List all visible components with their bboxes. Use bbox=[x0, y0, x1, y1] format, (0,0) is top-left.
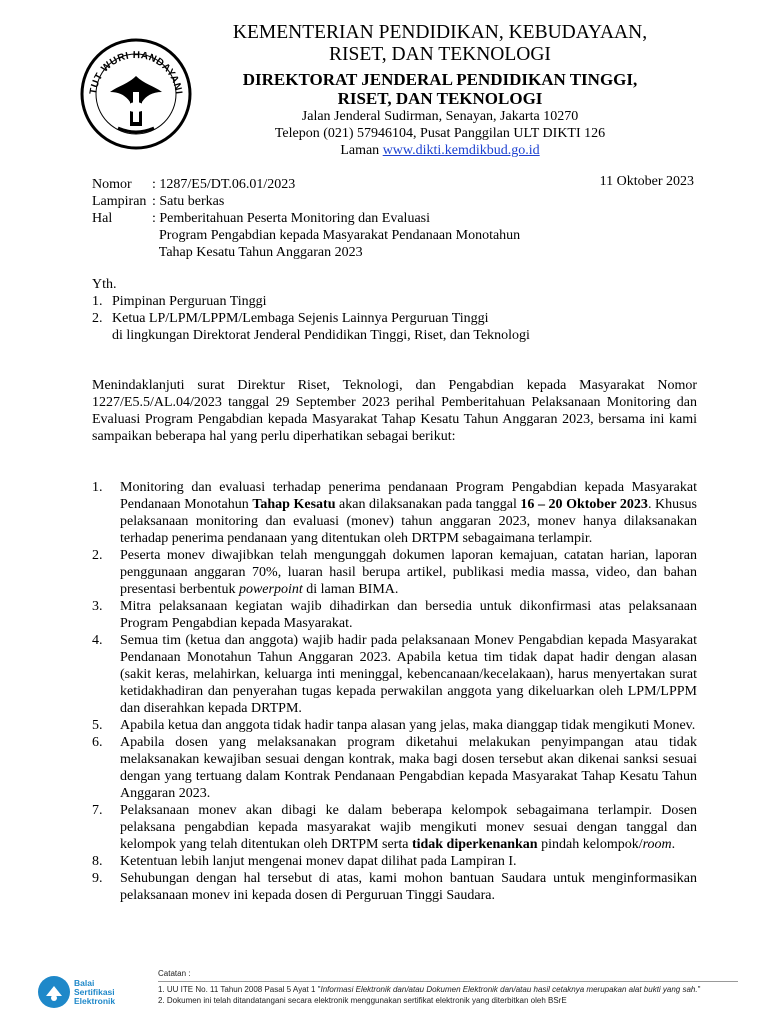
recipient-number: 1. bbox=[92, 294, 103, 309]
yth-label: Yth. bbox=[92, 277, 117, 292]
bsre-icon bbox=[38, 976, 70, 1008]
ministry-line-2: RISET, DAN TEKNOLOGI bbox=[329, 44, 551, 65]
bsre-line-1: Balai bbox=[74, 977, 95, 988]
item-text: Mitra pelaksanaan kegiatan wajib dihadirkan dan bersedia untuk dikonfirmasi atas pelaksanaan Program Pengabdian kepada Masyarakat. bbox=[120, 599, 697, 631]
directorate-name bbox=[190, 70, 690, 108]
catatan-label: Catatan : bbox=[158, 969, 191, 978]
directorate-line-2: RISET, DAN TEKNOLOGI bbox=[337, 89, 543, 108]
contact-info bbox=[190, 108, 690, 159]
bsre-line-3: Elektronik bbox=[74, 995, 116, 1006]
list-item bbox=[92, 479, 697, 547]
list-item bbox=[92, 547, 697, 598]
list-item bbox=[92, 734, 697, 802]
letter-date: 11 Oktober 2023 bbox=[599, 174, 694, 189]
hal-line-1: : Pemberitahuan Peserta Monitoring dan Evaluasi bbox=[152, 211, 430, 226]
recipient-1: Pimpinan Perguruan Tinggi bbox=[112, 294, 267, 309]
item-number: 6. bbox=[92, 735, 103, 750]
item-text: Ketentuan lebih lanjut mengenai monev dapat dilihat pada Lampiran I. bbox=[120, 854, 517, 869]
footer bbox=[38, 968, 738, 1018]
list-item bbox=[92, 717, 697, 734]
footer-notes bbox=[158, 968, 738, 1006]
lampiran-label: Lampiran bbox=[92, 194, 147, 209]
directorate-line-1: DIREKTORAT JENDERAL PENDIDIKAN TINGGI, bbox=[242, 70, 638, 89]
footer-note-1: 1. UU ITE No. 11 Tahun 2008 Pasal 5 Ayat 1 "Informasi Elektronik dan/atau Dokumen Elektronik dan/atau hasil cetaknya merupakan alat bukti yang sah." bbox=[158, 985, 701, 994]
item-number: 1. bbox=[92, 480, 103, 495]
item-number: 8. bbox=[92, 854, 103, 869]
ministry-name bbox=[190, 22, 690, 66]
item-number: 2. bbox=[92, 548, 103, 563]
nomor-value: : 1287/E5/DT.06.01/2023 bbox=[152, 177, 296, 192]
list-item bbox=[92, 870, 697, 904]
item-number: 4. bbox=[92, 633, 103, 648]
item-text: Apabila dosen yang melaksanakan program diketahui melakukan penyimpangan atau tidak melaksanakan kewajiban sesuai dengan kontrak, maka bagi dosen tersebut akan dikenai sanksi sesuai dengan yang tertuang dalam Kontrak Pendanaan Pengabdian kepada Masyarakat Tahap Kesatu Tahun Anggaran 2023. bbox=[120, 735, 697, 801]
letter-meta bbox=[92, 176, 520, 261]
ministry-line-1: KEMENTERIAN PENDIDIKAN, KEBUDAYAAN, bbox=[232, 22, 648, 43]
footer-note-2: 2. Dokumen ini telah ditandatangani secara elektronik menggunakan sertifikat elektronik yang diterbitkan oleh BSrE bbox=[158, 996, 567, 1005]
item-text: Peserta monev diwajibkan telah mengunggah dokumen laporan kemajuan, catatan harian, laporan penggunaan anggaran 70%, luaran hasil berupa artikel, publikasi media massa, video, dan bahan presentasi berbentuk powerpoint di laman BIMA. bbox=[120, 548, 697, 597]
hal-line-2: Program Pengabdian kepada Masyarakat Pendanaan Monotahun bbox=[152, 228, 521, 243]
list-item bbox=[92, 632, 697, 717]
footer-divider bbox=[158, 981, 738, 982]
tut-wuri-handayani-logo bbox=[78, 36, 194, 152]
item-text: Pelaksanaan monev akan dibagi ke dalam beberapa kelompok sebagaimana terlampir. Dosen pelaksana pengabdian kepada masyarakat wajib mengikuti monev sesuai dengan tanggal dan kelompok yang telah ditentukan oleh DRTPM serta tidak diperkenankan pindah kelompok/room. bbox=[120, 803, 697, 852]
website-label: Laman bbox=[340, 143, 380, 158]
instruction-list bbox=[92, 479, 697, 904]
bsre-logo bbox=[38, 976, 115, 1008]
website-line bbox=[190, 142, 690, 159]
recipients bbox=[92, 276, 530, 344]
lampiran-value: : Satu berkas bbox=[152, 194, 225, 209]
hal-label: Hal bbox=[92, 211, 113, 226]
intro-paragraph: Menindaklanjuti surat Direktur Riset, Teknologi, dan Pengabdian kepada Masyarakat Nomor 1227/E5.5/AL.04/2023 tanggal 29 September 2023 perihal Pemberitahuan Pelaksanaan Monitoring dan Evaluasi Program Pengabdian kepada Masyarakat Tahap Kesatu Tahun Anggaran 2023, bersama ini kami sampaikan beberapa hal yang perlu diperhatikan sebagai berikut: bbox=[92, 378, 697, 444]
item-text: Apabila ketua dan anggota tidak hadir tanpa alasan yang jelas, maka dianggap tidak mengikuti Monev. bbox=[120, 718, 696, 733]
list-item bbox=[92, 853, 697, 870]
item-text: Sehubungan dengan hal tersebut di atas, kami mohon bantuan Saudara untuk menginformasikan pelaksanaan monev ini kepada dosen di Perguruan Tinggi Saudara. bbox=[120, 871, 697, 903]
item-number: 5. bbox=[92, 718, 103, 733]
recipient-2-line-2: di lingkungan Direktorat Jenderal Pendidikan Tinggi, Riset, dan Teknologi bbox=[112, 328, 530, 343]
item-number: 7. bbox=[92, 803, 103, 818]
phone: Telepon (021) 57946104, Pusat Panggilan ULT DIKTI 126 bbox=[274, 126, 606, 141]
item-number: 3. bbox=[92, 599, 103, 614]
svg-text:TUT WURI HANDAYANI: TUT WURI HANDAYANI bbox=[88, 49, 184, 96]
recipient-2: Ketua LP/LPM/LPPM/Lembaga Sejenis Lainnya Perguruan Tinggi bbox=[112, 311, 489, 326]
list-item bbox=[92, 598, 697, 632]
recipient-number: 2. bbox=[92, 311, 103, 326]
address: Jalan Jenderal Sudirman, Senayan, Jakarta 10270 bbox=[301, 109, 579, 124]
item-text: Monitoring dan evaluasi terhadap penerima pendanaan Program Pengabdian kepada Masyarakat Pendanaan Monotahun Tahap Kesatu akan dilaksanakan pada tanggal 16 – 20 Oktober 2023. Khusus pelaksanaan monitoring dan evaluasi (monev) tahun anggaran 2023, monev hanya dilaksanakan terhadap penerima pendanaan yang ditentukan oleh DRTPM sebagaimana terlampir. bbox=[120, 480, 697, 546]
item-number: 9. bbox=[92, 871, 103, 886]
list-item bbox=[92, 802, 697, 853]
website-link[interactable]: www.dikti.kemdikbud.go.id bbox=[382, 143, 540, 158]
bsre-line-2: Sertifikasi bbox=[74, 986, 115, 997]
nomor-label: Nomor bbox=[92, 177, 132, 192]
hal-line-3: Tahap Kesatu Tahun Anggaran 2023 bbox=[152, 245, 363, 260]
item-text: Semua tim (ketua dan anggota) wajib hadir pada pelaksanaan Monev Pengabdian kepada Masyarakat Pendanaan Monotahun Tahun Anggaran 2023. Apabila ketua tim tidak dapat hadir dengan alasan (sakit keras, melahirkan, keluarga inti meninggal, kebencanaan/kecelakaan), harus menyertakan surat ketidakhadiran dan penyerahan tugas kepada perwakilan anggota yang dikeluarkan oleh LPM/LPPM dan diserahkan kepada DRTPM. bbox=[120, 633, 697, 716]
